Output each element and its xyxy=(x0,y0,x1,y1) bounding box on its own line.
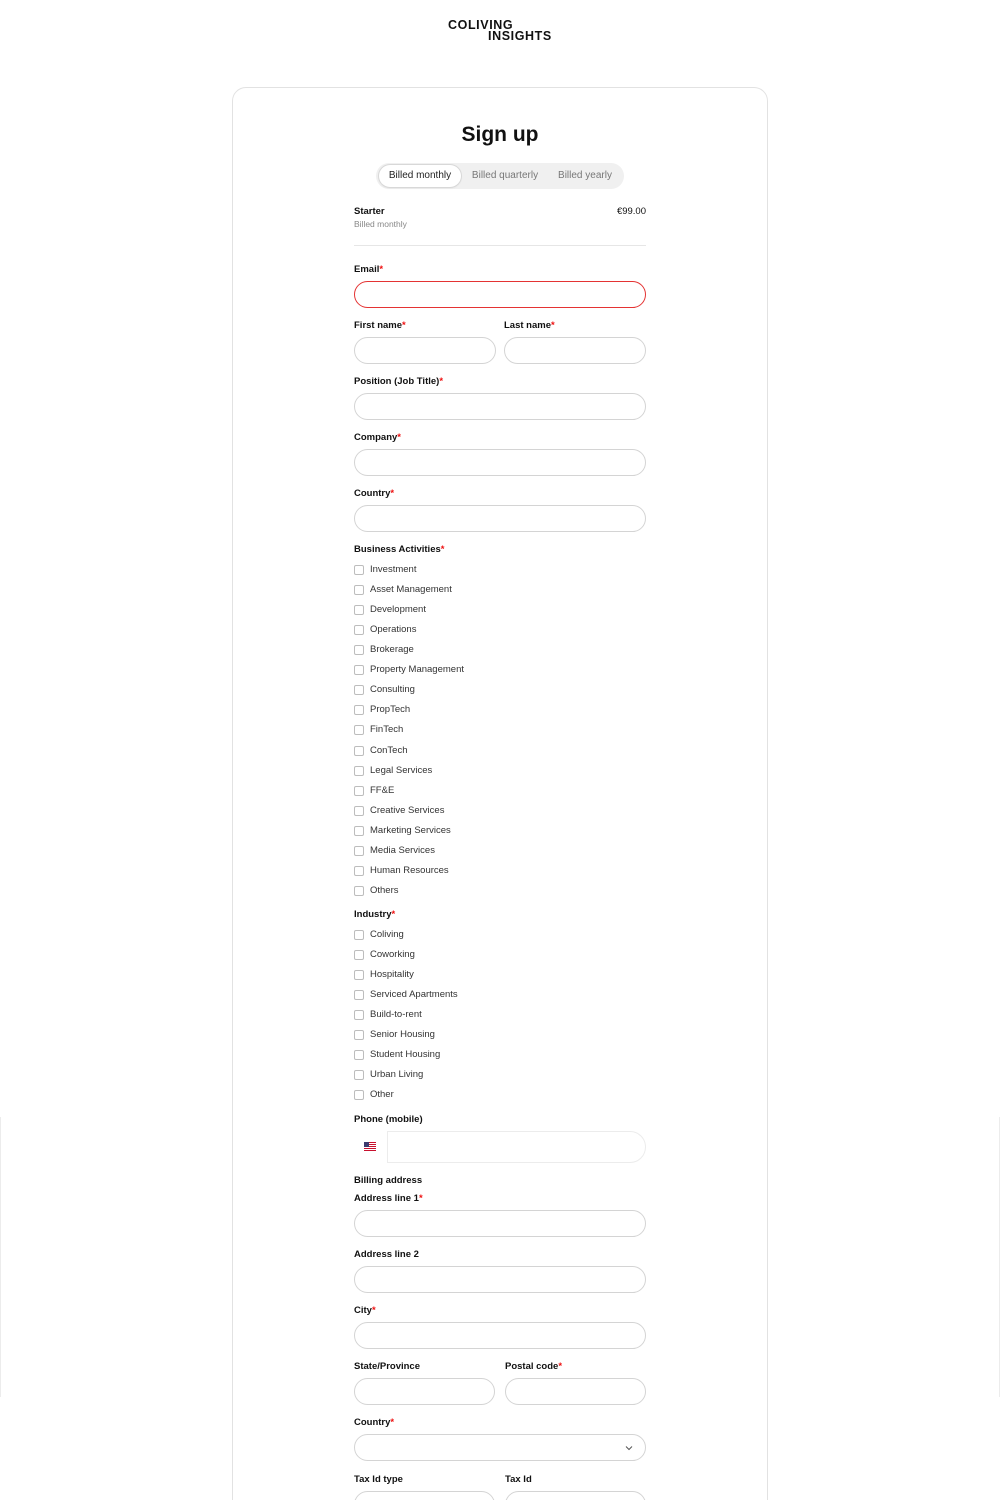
email-input[interactable] xyxy=(354,281,646,308)
industry-checkbox[interactable] xyxy=(354,990,364,1000)
industry-checkbox-row[interactable] xyxy=(354,1028,435,1042)
address-line-2-label: Address line 2 xyxy=(354,1249,419,1260)
industry-checkbox-row[interactable] xyxy=(354,928,404,942)
business-activity-checkbox[interactable] xyxy=(354,886,364,896)
first-name-input[interactable] xyxy=(354,337,496,364)
industry-checkbox[interactable] xyxy=(354,1070,364,1080)
business-activity-checkbox[interactable] xyxy=(354,625,364,635)
business-activity-checkbox-row[interactable] xyxy=(354,744,408,758)
industry-checkbox-row[interactable] xyxy=(354,1088,394,1102)
business-activity-checkbox[interactable] xyxy=(354,645,364,655)
company-input[interactable] xyxy=(354,449,646,476)
industry-checkbox-label: Coliving xyxy=(370,929,404,940)
business-activity-checkbox-label: Legal Services xyxy=(370,764,433,776)
business-activity-checkbox-row[interactable] xyxy=(354,804,444,818)
industry-checkbox-label: Student Housing xyxy=(370,1049,441,1061)
billing-monthly-option[interactable]: Billed monthly xyxy=(379,165,461,187)
business-activity-checkbox-label: ConTech xyxy=(370,744,408,756)
business-activity-checkbox-label: Others xyxy=(370,884,399,896)
business-activity-checkbox-label: FinTech xyxy=(370,724,404,736)
business-activity-checkbox-label: FF&E xyxy=(370,784,395,796)
business-activity-checkbox[interactable] xyxy=(354,746,364,756)
last-name-label: Last name* xyxy=(504,320,555,331)
industry-checkbox[interactable] xyxy=(354,1010,364,1020)
brand-line-1: COLIVING xyxy=(448,18,514,32)
business-activity-checkbox-row[interactable] xyxy=(354,603,426,617)
business-activity-checkbox-label: Brokerage xyxy=(370,644,414,656)
billing-quarterly-option[interactable]: Billed quarterly xyxy=(471,170,539,181)
business-activity-checkbox[interactable] xyxy=(354,846,364,856)
us-flag-icon xyxy=(364,1142,376,1151)
business-activity-checkbox[interactable] xyxy=(354,665,364,675)
country-code-selector[interactable] xyxy=(354,1131,387,1163)
postal-code-input[interactable] xyxy=(505,1378,646,1405)
business-activity-checkbox-row[interactable] xyxy=(354,723,403,737)
city-input[interactable] xyxy=(354,1322,646,1349)
industry-label: Industry* xyxy=(354,909,396,920)
billing-country-label: Country* xyxy=(354,1417,395,1428)
business-activity-checkbox-row[interactable] xyxy=(354,583,452,597)
business-activity-checkbox-row[interactable] xyxy=(354,864,449,878)
business-activity-checkbox[interactable] xyxy=(354,605,364,615)
position-input[interactable] xyxy=(354,393,646,420)
industry-checkbox[interactable] xyxy=(354,950,364,960)
business-activity-checkbox-label: Asset Management xyxy=(370,584,452,596)
page-title: Sign up xyxy=(461,123,539,146)
business-activity-checkbox-label: PropTech xyxy=(370,704,411,716)
industry-checkbox-label: Urban Living xyxy=(370,1069,424,1081)
business-activity-checkbox[interactable] xyxy=(354,705,364,715)
company-label: Company* xyxy=(354,432,401,443)
tax-id-type-select[interactable] xyxy=(354,1491,495,1500)
industry-checkbox[interactable] xyxy=(354,1050,364,1060)
billing-country-select[interactable] xyxy=(354,1434,646,1461)
position-label: Position (Job Title)* xyxy=(354,376,444,387)
industry-checkbox-row[interactable] xyxy=(354,1068,423,1082)
tax-id-label: Tax Id xyxy=(505,1474,532,1485)
brand-logo[interactable] xyxy=(448,18,558,46)
business-activity-checkbox-label: Creative Services xyxy=(370,804,445,816)
business-activity-checkbox[interactable] xyxy=(354,766,364,776)
industry-checkbox-row[interactable] xyxy=(354,1048,440,1062)
country-label: Country* xyxy=(354,488,395,499)
industry-checkbox-row[interactable] xyxy=(354,948,415,962)
business-activity-checkbox[interactable] xyxy=(354,806,364,816)
business-activity-checkbox-row[interactable] xyxy=(354,703,410,717)
industry-checkbox-label: Serviced Apartments xyxy=(370,989,458,1001)
business-activity-checkbox-row[interactable] xyxy=(354,643,414,657)
industry-checkbox-row[interactable] xyxy=(354,1008,422,1022)
address-line-1-label: Address line 1* xyxy=(354,1193,423,1204)
last-name-input[interactable] xyxy=(504,337,646,364)
business-activity-checkbox-row[interactable] xyxy=(354,683,415,697)
business-activity-checkbox-label: Media Services xyxy=(370,844,435,856)
industry-checkbox-label: Senior Housing xyxy=(370,1029,435,1041)
chevron-down-icon xyxy=(625,1444,633,1452)
city-label: City* xyxy=(354,1305,376,1316)
billing-yearly-option[interactable]: Billed yearly xyxy=(558,170,612,181)
industry-checkbox-label: Coworking xyxy=(370,949,415,961)
business-activity-checkbox-row[interactable] xyxy=(354,884,399,898)
business-activity-checkbox[interactable] xyxy=(354,585,364,595)
billing-address-heading: Billing address xyxy=(354,1175,423,1186)
business-activity-checkbox[interactable] xyxy=(354,685,364,695)
industry-checkbox[interactable] xyxy=(354,970,364,980)
phone-field xyxy=(354,1131,646,1163)
business-activity-checkbox-label: Marketing Services xyxy=(370,824,451,836)
business-activity-checkbox-row[interactable] xyxy=(354,623,416,637)
business-activity-checkbox-label: Operations xyxy=(370,624,417,636)
page-edge-line xyxy=(0,1117,1,1397)
plan-period: Billed monthly xyxy=(354,219,407,229)
address-line-2-input[interactable] xyxy=(354,1266,646,1293)
phone-label: Phone (mobile) xyxy=(354,1114,423,1125)
state-input[interactable] xyxy=(354,1378,495,1405)
business-activity-checkbox-row[interactable] xyxy=(354,764,432,778)
phone-input[interactable] xyxy=(387,1131,646,1163)
billing-period-toggle xyxy=(376,163,624,189)
industry-checkbox-label: Build-to-rent xyxy=(370,1009,422,1021)
business-activity-checkbox-row[interactable] xyxy=(354,824,451,838)
industry-checkbox-label: Other xyxy=(370,1089,394,1101)
divider xyxy=(354,245,646,246)
address-line-1-input[interactable] xyxy=(354,1210,646,1237)
business-activity-checkbox[interactable] xyxy=(354,826,364,836)
industry-checkbox[interactable] xyxy=(354,1090,364,1100)
business-activity-checkbox-row[interactable] xyxy=(354,844,435,858)
business-activity-checkbox[interactable] xyxy=(354,786,364,796)
tax-id-type-label: Tax Id type xyxy=(354,1474,403,1485)
business-activities-label: Business Activities* xyxy=(354,544,445,555)
tax-id-input[interactable] xyxy=(505,1491,646,1500)
plan-price: €99.00 xyxy=(616,206,646,217)
plan-name: Starter xyxy=(354,206,385,217)
postal-code-label: Postal code* xyxy=(505,1361,563,1372)
business-activity-checkbox-label: Development xyxy=(370,604,426,616)
business-activity-checkbox[interactable] xyxy=(354,866,364,876)
state-label: State/Province xyxy=(354,1361,420,1372)
industry-checkbox[interactable] xyxy=(354,930,364,940)
business-activity-checkbox-label: Investment xyxy=(370,564,417,575)
industry-checkbox-label: Hospitality xyxy=(370,969,414,981)
business-activity-checkbox[interactable] xyxy=(354,725,364,735)
business-activity-checkbox-label: Human Resources xyxy=(370,864,449,876)
business-activity-checkbox-label: Property Management xyxy=(370,664,464,676)
industry-checkbox-row[interactable] xyxy=(354,968,414,982)
business-activity-checkbox-row[interactable] xyxy=(354,563,416,577)
business-activity-checkbox-row[interactable] xyxy=(354,663,464,677)
industry-checkbox-row[interactable] xyxy=(354,988,458,1002)
country-input[interactable] xyxy=(354,505,646,532)
business-activity-checkbox[interactable] xyxy=(354,565,364,575)
business-activity-checkbox-label: Consulting xyxy=(370,684,415,696)
first-name-label: First name* xyxy=(354,320,406,331)
brand-line-2: INSIGHTS xyxy=(488,29,552,43)
industry-checkbox[interactable] xyxy=(354,1030,364,1040)
business-activity-checkbox-row[interactable] xyxy=(354,784,394,798)
email-label: Email* xyxy=(354,264,384,275)
